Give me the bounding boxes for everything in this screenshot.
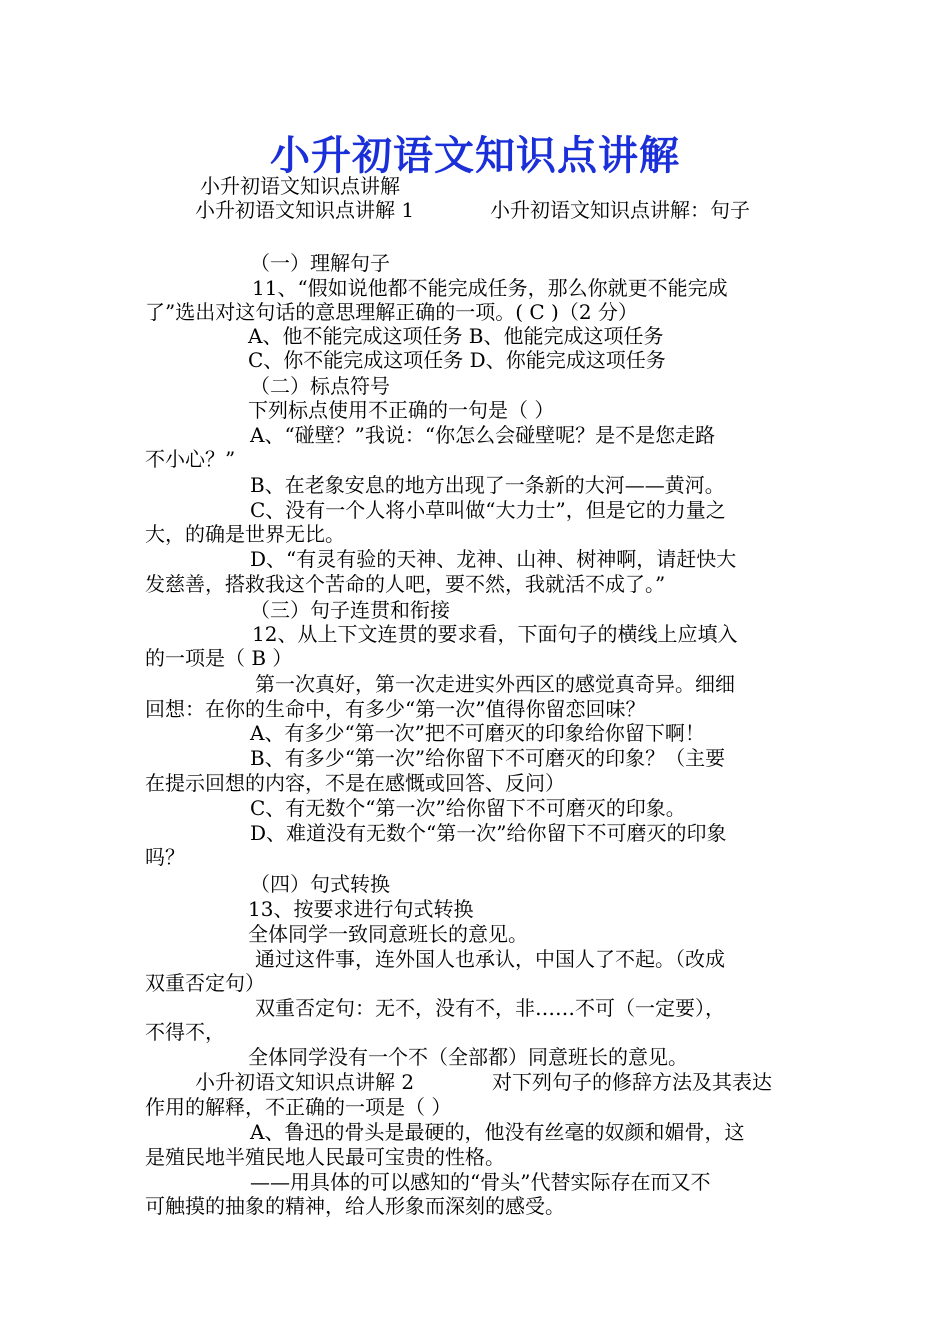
text-line: 了”选出对这句话的意思理解正确的一项。( C )（2 分）	[145, 300, 638, 324]
text-line: 第一次真好，第一次走进实外西区的感觉真奇异。细细	[255, 672, 735, 696]
text-line: A、有多少“第一次”把不可磨灭的印象给你留下啊！	[250, 721, 705, 745]
text-line: 在提示回想的内容，不是在感慨或回答、反问）	[145, 771, 565, 795]
text-line: 小升初语文知识点讲解：句子	[490, 198, 750, 222]
text-line: 小升初语文知识点讲解 1	[195, 198, 415, 222]
text-line: 通过这件事，连外国人也承认，中国人了不起。（改成	[255, 947, 725, 971]
text-line: 吗？	[145, 845, 185, 869]
text-line: A、“碰壁？”我说：“你怎么会碰壁呢？是不是您走路	[250, 423, 716, 447]
text-line: C、有无数个“第一次”给你留下不可磨灭的印象。	[250, 796, 686, 820]
section-heading: （一）理解句子	[250, 251, 390, 275]
text-line: 发慈善，搭救我这个苦命的人吧，要不然，我就活不成了。”	[145, 572, 666, 596]
text-line: 大，的确是世界无比。	[145, 522, 345, 546]
text-line: 全体同学一致同意班长的意见。	[248, 922, 528, 946]
text-line: 不得不，	[145, 1020, 225, 1044]
text-line: 作用的解释，不正确的一项是（ ）	[145, 1095, 452, 1119]
text-line: 12、从上下文连贯的要求看，下面句子的横线上应填入	[252, 622, 738, 646]
text-line: 的一项是（ B ）	[145, 646, 293, 670]
text-line: 双重否定句）	[145, 971, 265, 995]
document-title: 小升初语文知识点讲解	[270, 132, 680, 179]
text-line: B、有多少“第一次”给你留下不可磨灭的印象？（主要	[250, 746, 726, 770]
section-heading: （二）标点符号	[250, 374, 390, 398]
text-line: 不小心？”	[145, 447, 236, 471]
text-line: 小升初语文知识点讲解 2	[195, 1070, 415, 1094]
text-line: 可触摸的抽象的精神，给人形象而深刻的感受。	[145, 1194, 565, 1218]
text-line: 小升初语文知识点讲解	[200, 174, 400, 198]
text-line: 下列标点使用不正确的一句是（ ）	[248, 398, 555, 422]
section-heading: （四）句式转换	[250, 872, 390, 896]
text-line: 回想：在你的生命中，有多少“第一次”值得你留恋回味？	[145, 697, 646, 721]
text-line: 全体同学没有一个不（全部都）同意班长的意见。	[248, 1045, 688, 1069]
text-line: C、没有一个人将小草叫做“大力士”，但是它的力量之	[250, 498, 726, 522]
text-line: D、难道没有无数个“第一次”给你留下不可磨灭的印象	[250, 821, 727, 845]
text-line: C、你不能完成这项任务 D、你能完成这项任务	[248, 348, 666, 372]
text-line: 双重否定句：无不，没有不，非……不可（一定要），	[255, 996, 725, 1020]
text-line: 11、“假如说他都不能完成任务，那么你就更不能完成	[252, 276, 728, 300]
text-line: A、鲁迅的骨头是最硬的，他没有丝毫的奴颜和媚骨，这	[250, 1120, 745, 1144]
text-line: 对下列句子的修辞方法及其表达	[492, 1070, 772, 1094]
text-line: B、在老象安息的地方出现了一条新的大河——黄河。	[250, 473, 725, 497]
text-line: A、他不能完成这项任务 B、他能完成这项任务	[248, 324, 664, 348]
text-line: 13、按要求进行句式转换	[248, 897, 474, 921]
section-heading: （三）句子连贯和衔接	[250, 598, 450, 622]
text-line: 是殖民地半殖民地人民最可宝贵的性格。	[145, 1145, 505, 1169]
text-line: ——用具体的可以感知的“骨头”代替实际存在而又不	[250, 1170, 711, 1194]
text-line: D、“有灵有验的天神、龙神、山神、树神啊，请赶快大	[250, 547, 737, 571]
